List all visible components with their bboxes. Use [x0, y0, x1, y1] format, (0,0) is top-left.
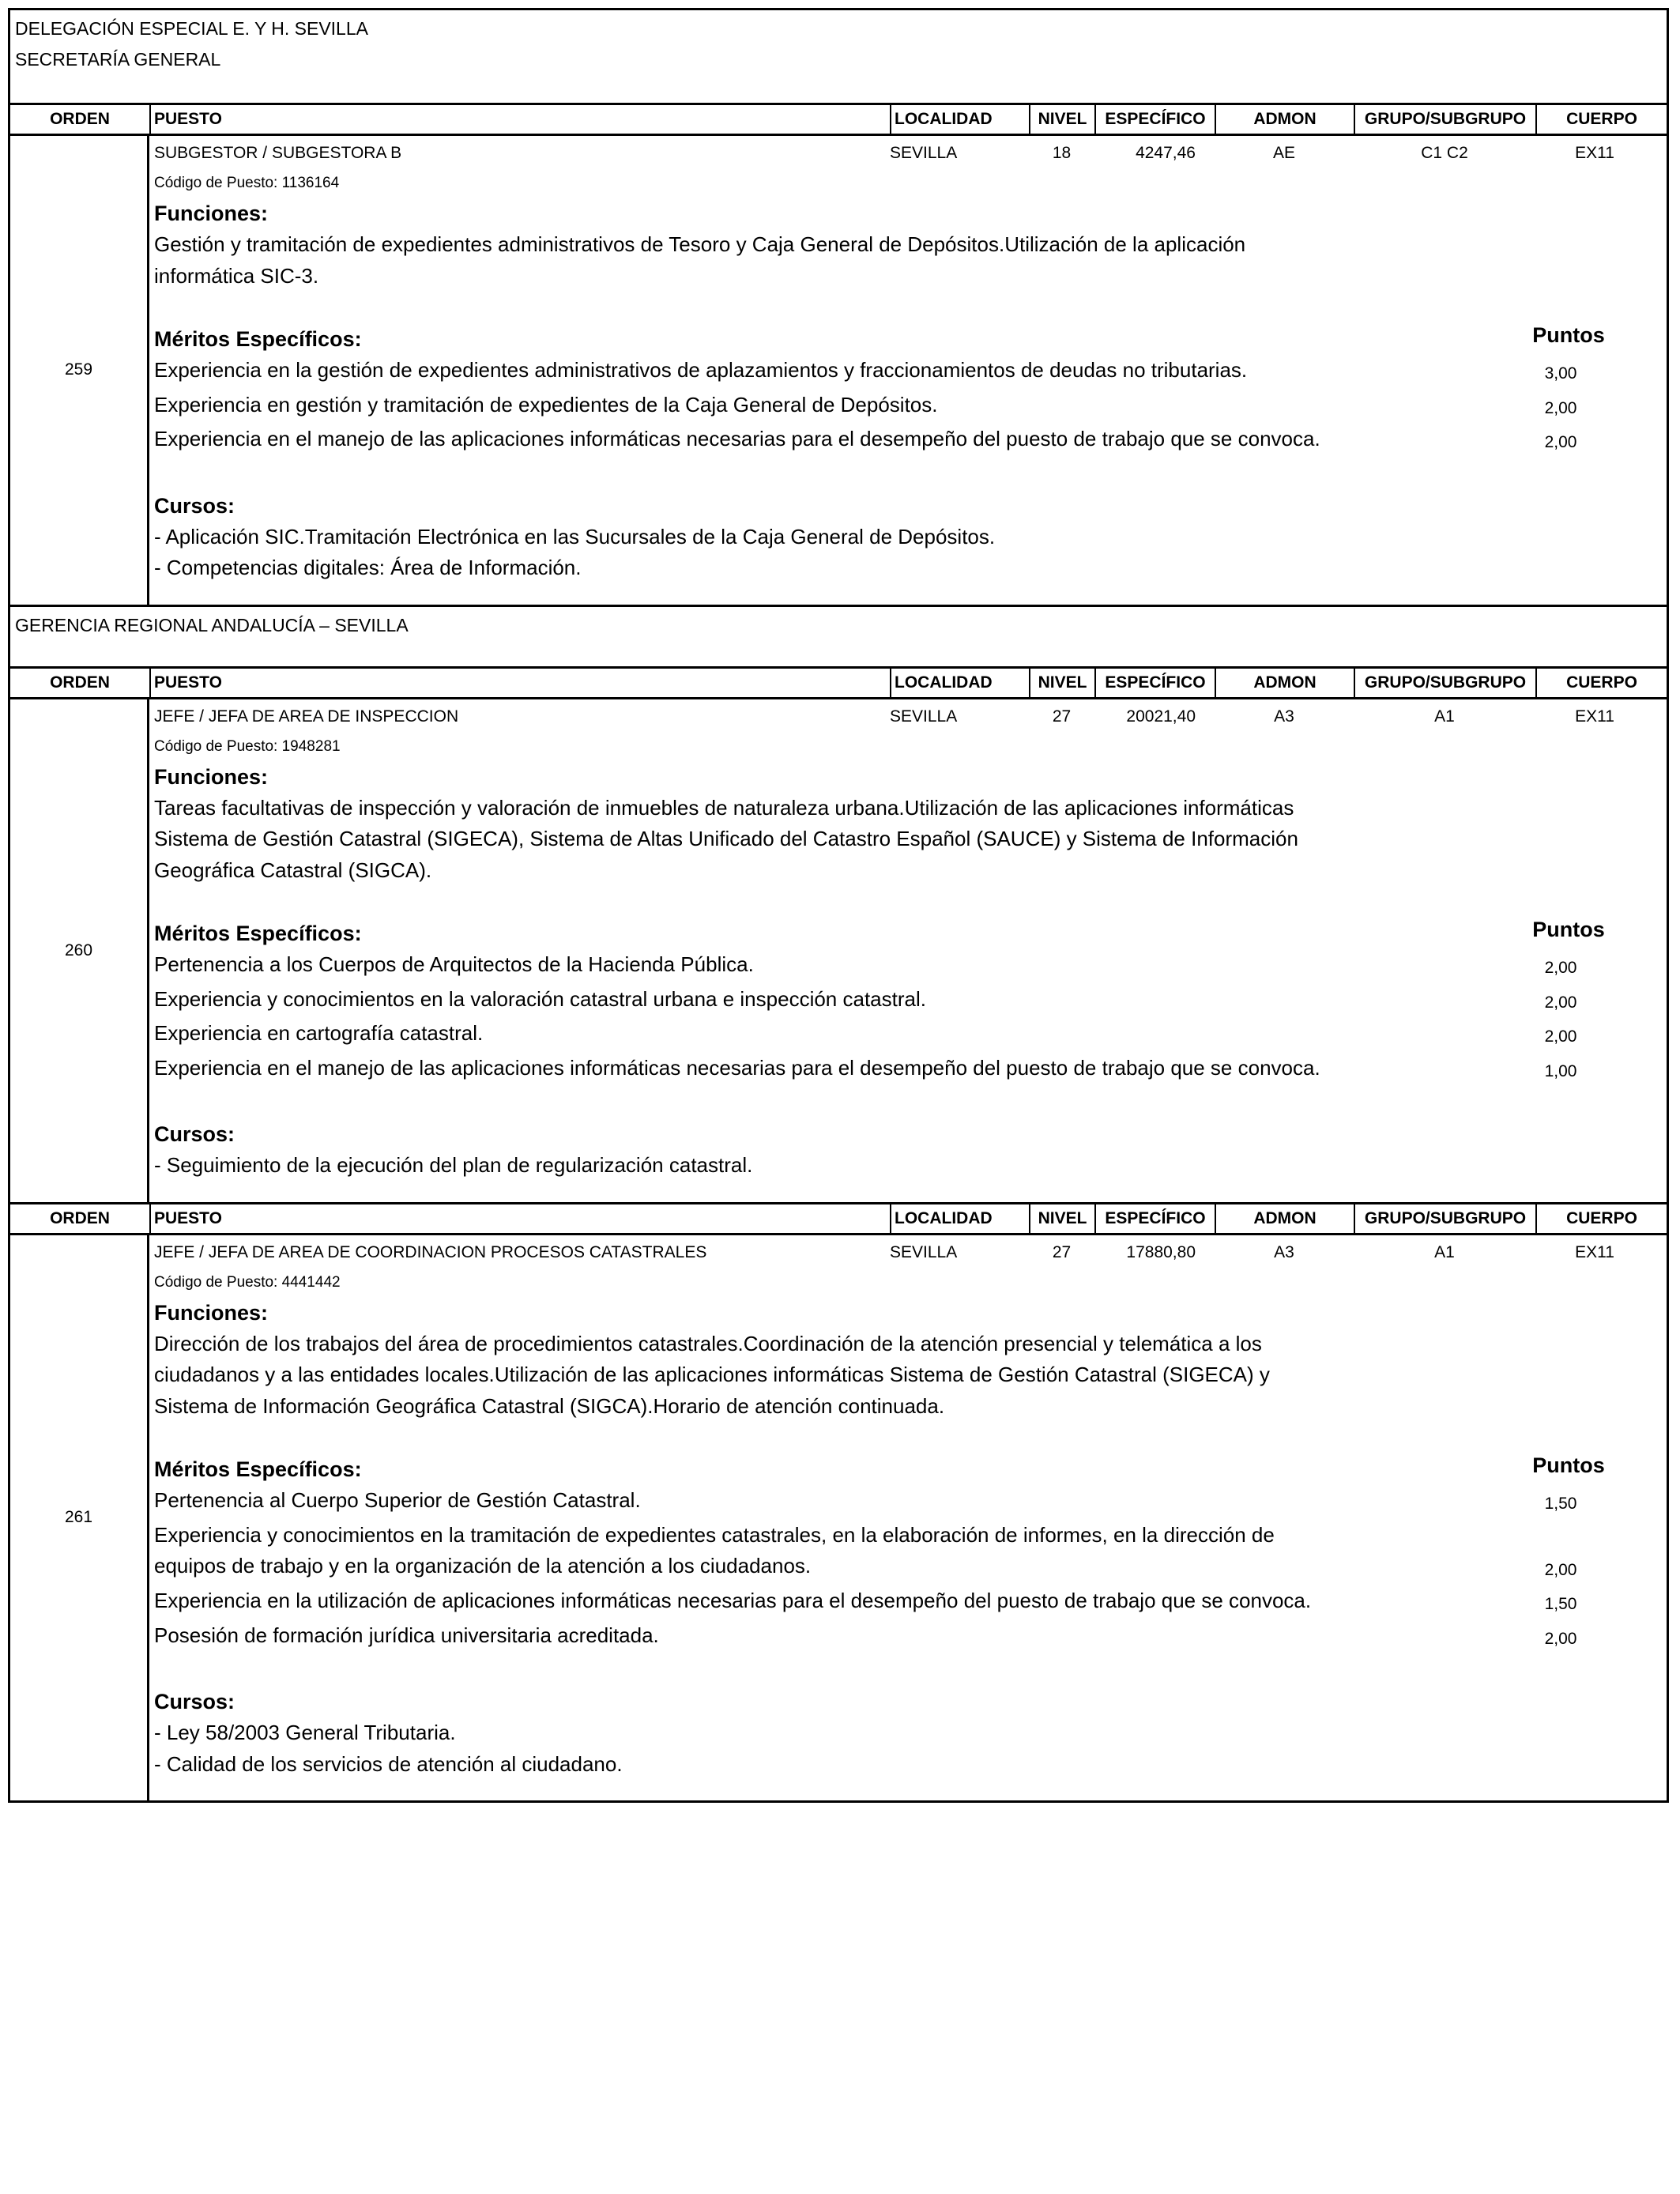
merito-text: Experiencia y conocimientos en la valoración catastral urbana e inspección catastral. [154, 986, 926, 1011]
column-header-cuerpo: CUERPO [1535, 1204, 1667, 1233]
funciones-line: ciudadanos y a las entidades locales.Utilización de las aplicaciones informáticas Sistema de Gestión Catastral (SIGECA) y [154, 1363, 1270, 1386]
merito-item [154, 984, 1667, 1019]
meritos-heading: Méritos Específicos: [154, 327, 362, 351]
cursos-list [154, 522, 1667, 584]
funciones-line: Gestión y tramitación de expedientes administrativos de Tesoro y Caja General de Depósitos.Utilización de la aplicación [154, 232, 1246, 256]
column-header-especifico: ESPECÍFICO [1094, 669, 1215, 697]
document [8, 8, 1669, 1803]
merito-puntos: 2,00 [1544, 1027, 1577, 1046]
post-orden: 259 [10, 136, 149, 605]
funciones-heading: Funciones: [154, 764, 269, 789]
merito-item [154, 949, 1667, 984]
merito-text: Experiencia en la gestión de expedientes administrativos de aplazamientos y fraccionamientos de deudas no tributarias. [154, 358, 1248, 382]
funciones-line: Tareas facultativas de inspección y valoración de inmuebles de naturaleza urbana.Utilización de las aplicaciones informáticas [154, 795, 1294, 820]
funciones-line: Dirección de los trabajos del área de procedimientos catastrales.Coordinación de la atención presencial y telemática a los [154, 1331, 1262, 1355]
merito-puntos: 2,00 [1544, 1629, 1577, 1648]
column-header-nivel: NIVEL [1029, 669, 1094, 697]
merito-text: Experiencia en la utilización de aplicaciones informáticas necesarias para el desempeño del puesto de trabajo que se convoca. [154, 1589, 1312, 1612]
merito-item [154, 1053, 1667, 1088]
merito-item [154, 390, 1667, 424]
column-header-admon: ADMON [1215, 669, 1354, 697]
funciones-line: informática SIC-3. [154, 263, 319, 288]
post-especifico: 17880,80 [1126, 1242, 1196, 1261]
merito-puntos: 2,00 [1544, 993, 1577, 1012]
column-header-localidad: LOCALIDAD [890, 1204, 1029, 1233]
post-admon: A3 [1274, 1242, 1294, 1261]
meritos-heading: Méritos Específicos: [154, 1457, 362, 1481]
column-header-puesto: PUESTO [149, 105, 890, 134]
merito-text: Pertenencia a los Cuerpos de Arquitectos de la Hacienda Pública. [154, 952, 754, 976]
merito-text: Experiencia en el manejo de las aplicaciones informáticas necesarias para el desempeño del puesto de trabajo que se convoca. [154, 427, 1320, 450]
post-summary-line [154, 1237, 1667, 1269]
merito-item [154, 1620, 1667, 1655]
merito-puntos: 2,00 [1544, 398, 1577, 417]
column-header-orden: ORDEN [50, 110, 110, 128]
merito-puntos: 3,00 [1544, 364, 1577, 383]
merito-puntos: 1,50 [1544, 1595, 1577, 1613]
merito-text: Experiencia en el manejo de las aplicaciones informáticas necesarias para el desempeño del puesto de trabajo que se convoca. [154, 1055, 1320, 1080]
funciones-text [154, 793, 1667, 887]
post-cuerpo: EX11 [1575, 707, 1614, 726]
merito-puntos: 2,00 [1544, 1560, 1577, 1579]
merito-text: Experiencia en cartografía catastral. [154, 1021, 484, 1045]
curso-item: - Aplicación SIC.Tramitación Electrónica en las Sucursales de la Caja General de Depósitos. [154, 524, 996, 548]
post-body [149, 699, 1667, 1202]
cursos-list [154, 1150, 1667, 1182]
merito-item [154, 1585, 1667, 1620]
post-puesto: JEFE / JEFA DE AREA DE INSPECCION [154, 707, 459, 726]
funciones-heading: Funciones: [154, 1300, 269, 1325]
post-body [149, 1235, 1667, 1801]
post-puesto: SUBGESTOR / SUBGESTORA B [154, 144, 402, 162]
merito-text: Posesión de formación jurídica universitaria acreditada. [154, 1623, 659, 1647]
section-heading [8, 605, 1669, 666]
curso-item: - Calidad de los servicios de atención al ciudadano. [154, 1751, 623, 1776]
column-header-grupo: GRUPO/SUBGRUPO [1354, 105, 1535, 134]
column-header-cuerpo: CUERPO [1535, 105, 1667, 134]
merito-puntos: 1,00 [1544, 1061, 1577, 1080]
post-localidad: SEVILLA [890, 144, 958, 162]
column-header-grupo: GRUPO/SUBGRUPO [1354, 1204, 1535, 1233]
column-header-nivel: NIVEL [1029, 1204, 1094, 1233]
merito-puntos: 1,50 [1544, 1495, 1577, 1513]
meritos-list [154, 949, 1667, 1087]
curso-item: - Seguimiento de la ejecución del plan de regularización catastral. [154, 1153, 753, 1177]
column-header-admon: ADMON [1215, 105, 1354, 134]
meritos-header [154, 1453, 1667, 1485]
post-orden: 261 [10, 1235, 149, 1801]
funciones-text [154, 1329, 1667, 1423]
funciones-line: Geográfica Catastral (SIGCA). [154, 858, 432, 882]
post-codigo: Código de Puesto: 4441442 [154, 1273, 341, 1291]
post-summary-line [154, 138, 1667, 169]
post-admon: A3 [1274, 707, 1294, 726]
cursos-list [154, 1717, 1667, 1780]
funciones-line: Sistema de Gestión Catastral (SIGECA), Sistema de Altas Unificado del Catastro Español (SAUCE) y Sistema de Información [154, 827, 1298, 850]
column-header-row [8, 666, 1669, 699]
curso-item: - Competencias digitales: Área de Información. [154, 556, 582, 579]
column-header-grupo: GRUPO/SUBGRUPO [1354, 669, 1535, 697]
section-title: GERENCIA REGIONAL ANDALUCÍA – SEVILLA [15, 614, 409, 635]
section-heading [8, 8, 1669, 103]
post-nivel: 18 [1052, 144, 1072, 162]
post-codigo: Código de Puesto: 1948281 [154, 737, 341, 755]
merito-text: Pertenencia al Cuerpo Superior de Gestión Catastral. [154, 1488, 641, 1512]
post-row [8, 136, 1669, 605]
post-grupo: C1 C2 [1421, 144, 1468, 162]
column-header-puesto: PUESTO [149, 1204, 890, 1233]
merito-text: Experiencia en gestión y tramitación de expedientes de la Caja General de Depósitos. [154, 392, 938, 417]
column-header-localidad: LOCALIDAD [890, 105, 1029, 134]
column-header-especifico: ESPECÍFICO [1094, 105, 1215, 134]
post-row [8, 699, 1669, 1202]
merito-puntos: 2,00 [1544, 433, 1577, 451]
meritos-list [154, 1485, 1667, 1654]
column-header-nivel: NIVEL [1029, 105, 1094, 134]
meritos-heading: Méritos Específicos: [154, 922, 362, 945]
post-body [149, 136, 1667, 605]
post-especifico: 20021,40 [1126, 707, 1196, 726]
cursos-heading: Cursos: [154, 493, 235, 518]
post-cuerpo: EX11 [1575, 1242, 1614, 1261]
curso-item: - Ley 58/2003 General Tributaria. [154, 1721, 456, 1744]
meritos-list [154, 355, 1667, 458]
column-header-localidad: LOCALIDAD [890, 669, 1029, 697]
post-especifico: 4247,46 [1136, 144, 1196, 162]
merito-puntos: 2,00 [1544, 959, 1577, 977]
merito-text: equipos de trabajo y en la organización de la atención a los ciudadanos. [154, 1554, 812, 1578]
column-header-orden: ORDEN [50, 1208, 110, 1227]
post-nivel: 27 [1052, 1242, 1072, 1261]
post-block-261 [8, 1202, 1669, 1801]
column-header-especifico: ESPECÍFICO [1094, 1204, 1215, 1233]
post-localidad: SEVILLA [890, 707, 958, 726]
merito-item [154, 355, 1667, 390]
post-cuerpo: EX11 [1575, 144, 1614, 162]
merito-item [154, 1485, 1667, 1520]
section-title: DELEGACIÓN ESPECIAL E. Y H. SEVILLA [15, 18, 368, 39]
post-block-259 [8, 103, 1669, 605]
meritos-header [154, 918, 1667, 949]
post-block-260 [8, 666, 1669, 1202]
funciones-heading: Funciones: [154, 202, 269, 225]
cursos-heading: Cursos: [154, 1122, 235, 1146]
funciones-text [154, 229, 1667, 292]
column-header-row [8, 103, 1669, 136]
post-orden: 260 [10, 699, 149, 1202]
cursos-heading: Cursos: [154, 1690, 235, 1713]
post-admon: AE [1272, 144, 1295, 162]
puntos-heading: Puntos [1532, 1453, 1605, 1477]
post-grupo: A1 [1434, 1242, 1455, 1261]
post-nivel: 27 [1052, 707, 1072, 726]
post-localidad: SEVILLA [890, 1242, 958, 1261]
column-header-puesto: PUESTO [149, 669, 890, 697]
meritos-header [154, 323, 1667, 355]
funciones-line: Sistema de Información Geográfica Catastral (SIGCA).Horario de atención continuada. [154, 1393, 945, 1418]
section-subtitle: SECRETARÍA GENERAL [15, 49, 221, 70]
merito-text: Experiencia y conocimientos en la tramitación de expedientes catastrales, en la elaboración de informes, en la dirección de [154, 1522, 1275, 1547]
post-grupo: A1 [1434, 707, 1455, 726]
post-summary-line [154, 701, 1667, 733]
puntos-heading: Puntos [1532, 323, 1605, 347]
merito-item [154, 424, 1667, 458]
merito-item [154, 1520, 1667, 1586]
merito-item [154, 1018, 1667, 1053]
table-bottom-rule [8, 1800, 1669, 1803]
column-header-orden: ORDEN [50, 673, 110, 692]
puntos-heading: Puntos [1532, 918, 1605, 941]
column-header-admon: ADMON [1215, 1204, 1354, 1233]
column-header-cuerpo: CUERPO [1535, 669, 1667, 697]
post-puesto: JEFE / JEFA DE AREA DE COORDINACION PROCESOS CATASTRALES [154, 1242, 707, 1261]
column-header-row [8, 1202, 1669, 1235]
post-row [8, 1235, 1669, 1801]
post-codigo: Código de Puesto: 1136164 [154, 175, 340, 191]
